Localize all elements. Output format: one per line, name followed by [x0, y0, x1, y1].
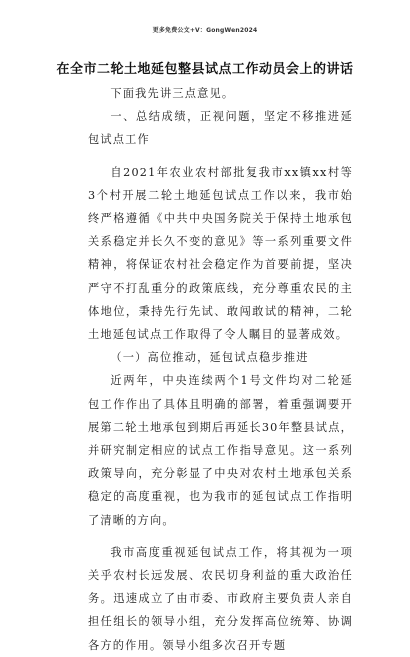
body-paragraph: 我市高度重视延包试点工作，将其视为一项关乎农村长远发展、农民切身利益的重大政治任务。迅速成立了由市委、市政府主要负责人亲自担任组长的领导小组，充分发挥高位统筹、协调各方的作用。领导小组多次召开专题 — [88, 545, 353, 652]
subsection-heading: （一）高位推动，延包试点稳步推进 — [110, 351, 309, 365]
body-paragraph: 近两年，中央连续两个1号文件均对二轮延包工作作出了具体且明确的部署，着重强调要开展第二轮土地承包到期后再延长30年整县试点，并研究制定相应的试点工作指导意见。这一系列政策导向，充分彰显了中央对农村土地承包关系稳定的高度重视，也为我市的延包试点工作指明了清晰的方向。 — [88, 374, 353, 527]
body-paragraph: 自2021年农业农村部批复我市xx镇xx村等3个村开展二轮土地延包试点工作以来，我市始终严格遵循《中共中央国务院关于保持土地承包关系稳定并长久不变的意见》等一系列重要文件精神，将保证农村社会稳定作为首要前提，坚决严守不打乱重分的政策底线，充分尊重农民的主体地位，秉持先行先试、敢闯敢试的精神，二轮土地延包试点工作取得了令人瞩目的显著成效。 — [88, 165, 353, 342]
header-note: 更多免费公文+V：GongWen2024 — [152, 27, 258, 34]
document-body — [88, 82, 353, 657]
document-title: 在全市二轮土地延包整县试点工作动员会上的讲话 — [56, 62, 354, 77]
body-paragraph: 下面我先讲三点意见。 — [110, 87, 235, 100]
section-heading: 一、总结成绩，正视问题，坚定不移推进延包试点工作 — [88, 110, 353, 147]
